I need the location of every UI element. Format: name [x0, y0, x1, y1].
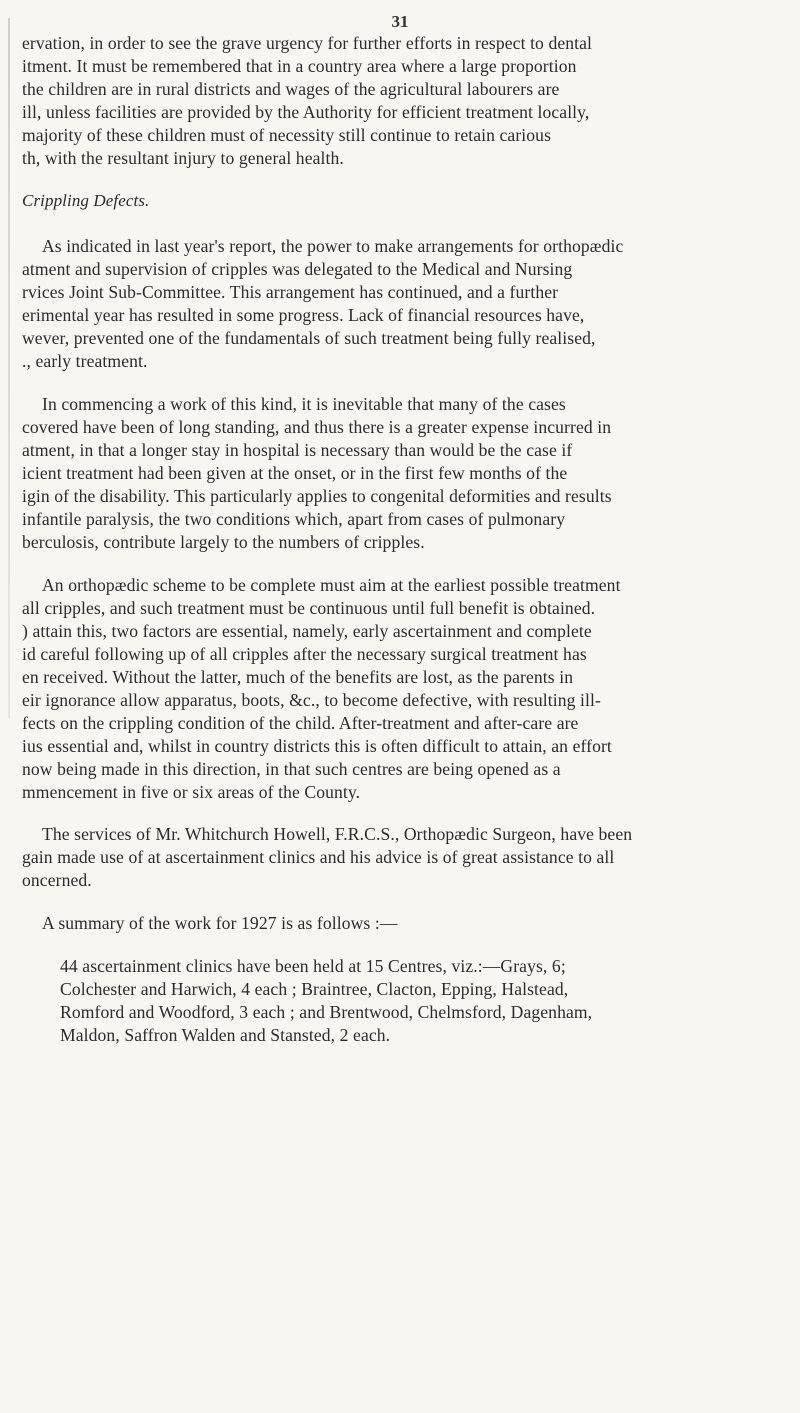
paragraph-line: igin of the disability. This particularly applies to congenital deformities and results	[22, 486, 612, 506]
paragraph-line: all cripples, and such treatment must be continuous until full benefit is obtained.	[22, 598, 596, 618]
paragraph-line: The services of Mr. Whitchurch Howell, F.R.C.S., Orthopædic Surgeon, have been	[42, 824, 633, 844]
intro-line: ill, unless facilities are provided by the Authority for efficient treatment locally,	[22, 102, 590, 122]
intro-line: th, with the resultant injury to general health.	[22, 148, 344, 168]
summary-line: Romford and Woodford, 3 each ; and Brentwood, Chelmsford, Dagenham,	[60, 1002, 593, 1022]
paragraph-line: A summary of the work for 1927 is as follows :—	[42, 913, 398, 933]
paragraph-line: oncerned.	[22, 870, 92, 890]
paragraph-line: infantile paralysis, the two conditions which, apart from cases of pulmonary	[22, 509, 566, 529]
binding-edge	[8, 18, 10, 718]
section-heading: Crippling Defects.	[22, 191, 150, 210]
paragraph-line: now being made in this direction, in that such centres are being opened as a	[22, 759, 561, 779]
page-number: 31	[391, 12, 409, 31]
intro-line: ervation, in order to see the grave urgency for further efforts in respect to dental	[22, 33, 593, 53]
paragraph-line: erimental year has resulted in some progress. Lack of financial resources have,	[22, 305, 585, 325]
paragraph-line: ) attain this, two factors are essential, namely, early ascertainment and complete	[22, 621, 592, 641]
paragraph-line: rvices Joint Sub-Committee. This arrangement has continued, and a further	[22, 282, 559, 302]
paragraph-line: icient treatment had been given at the onset, or in the first few months of the	[22, 463, 568, 483]
intro-line: the children are in rural districts and wages of the agricultural labourers are	[22, 79, 560, 99]
summary-line: Maldon, Saffron Walden and Stansted, 2 each.	[60, 1025, 391, 1045]
paragraph-line: gain made use of at ascertainment clinics and his advice is of great assistance to all	[22, 847, 615, 867]
paragraph-line: An orthopædic scheme to be complete must aim at the earliest possible treatment	[42, 575, 621, 595]
paragraph-line: covered have been of long standing, and thus there is a greater expense incurred in	[22, 417, 612, 437]
paragraph-line: id careful following up of all cripples after the necessary surgical treatment has	[22, 644, 587, 664]
paragraph-line: berculosis, contribute largely to the numbers of cripples.	[22, 532, 425, 552]
paragraph-line: wever, prevented one of the fundamentals of such treatment being fully realised,	[22, 328, 596, 348]
paragraph-line: ., early treatment.	[22, 351, 148, 371]
paragraph-line: atment, in that a longer stay in hospital is necessary than would be the case if	[22, 440, 573, 460]
paragraph-line: As indicated in last year's report, the power to make arrangements for orthopædic	[42, 236, 624, 256]
summary-line: 44 ascertainment clinics have been held at 15 Centres, viz.:—Grays, 6;	[60, 956, 566, 976]
intro-line: itment. It must be remembered that in a country area where a large proportion	[22, 56, 577, 76]
paragraph-line: fects on the crippling condition of the child. After-treatment and after-care are	[22, 713, 579, 733]
intro-line: majority of these children must of necessity still continue to retain carious	[22, 125, 552, 145]
paragraph-line: en received. Without the latter, much of the benefits are lost, as the parents in	[22, 667, 574, 687]
paragraph-line: eir ignorance allow apparatus, boots, &c., to become defective, with resulting ill-	[22, 690, 601, 710]
paragraph-line: In commencing a work of this kind, it is inevitable that many of the cases	[42, 394, 566, 414]
paragraph-line: atment and supervision of cripples was delegated to the Medical and Nursing	[22, 259, 573, 279]
paragraph-line: mmencement in five or six areas of the County.	[22, 782, 361, 802]
summary-line: Colchester and Harwich, 4 each ; Braintree, Clacton, Epping, Halstead,	[60, 979, 569, 999]
paragraph-line: ius essential and, whilst in country districts this is often difficult to attain, an effort	[22, 736, 612, 756]
